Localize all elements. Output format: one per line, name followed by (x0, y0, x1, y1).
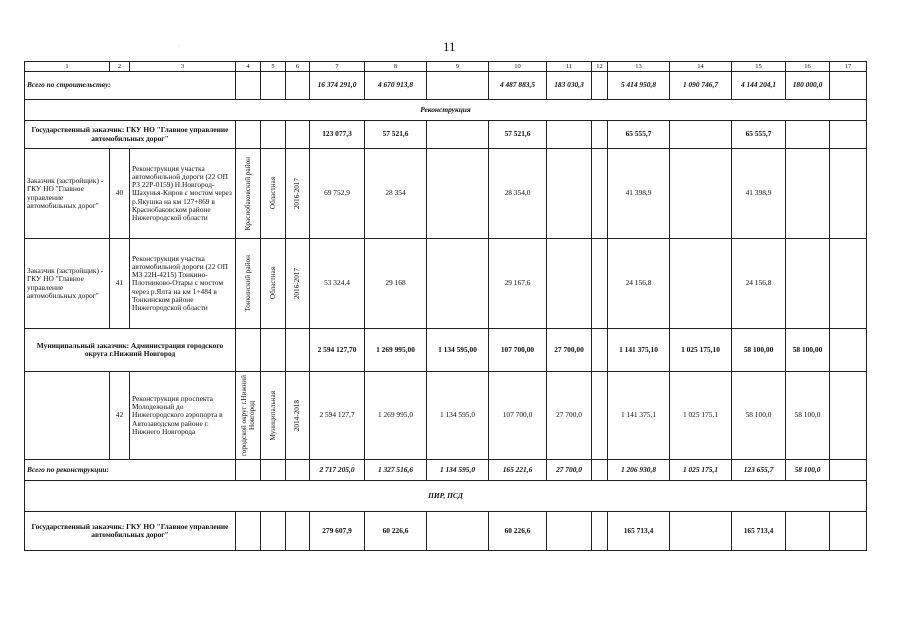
project-row (25, 372, 867, 460)
developer-cell: Заказчик (застройщик) - ГКУ НО "Главное управление автомобильных дорог" (25, 149, 110, 239)
customer-label: Государственный заказчик: ГКУ НО "Главное управление автомобильных дорог" (25, 121, 236, 149)
scan-speck: · (178, 44, 180, 50)
col-num: 11 (547, 62, 592, 72)
project-name: Реконструкция участка автомобильной дороги (22 ОП МЗ 22Н-4215) Тонкино-Плотниково-Отары с мостом через р.Ялта на км 1+484 в Тонкинском районе Нижегородской области (130, 239, 236, 329)
customer-label: Муниципальный заказчик: Администрация городского округа г.Нижний Новгород (25, 329, 236, 372)
cell-v15: 24 156,8 (732, 239, 786, 329)
cell-v13: 5 414 950,8 (608, 72, 670, 100)
cell-v13: 1 141 375,10 (608, 329, 670, 372)
page-number: 11 (443, 39, 456, 54)
cell-v11: 27 700,0 (547, 460, 592, 481)
project-name: Реконструкция участка автомобильной дороги (22 ОП РЗ 22Р-0159) Н.Новгород-Шахунья-Киров с мостом через р.Якушка на км 127+869 в Краснобаковском районе Нижегородской области (130, 149, 236, 239)
period-cell: 2014-2018 (293, 399, 302, 432)
col-num: 17 (830, 62, 867, 72)
cell-v11: 183 030,3 (547, 72, 592, 100)
cell-v14: 1 025 175,1 (670, 460, 732, 481)
project-name: Реконструкция проспекта Молодежный до Нижегородского аэропорта в Автозаводском районе г. Нижнего Новгорода (130, 372, 236, 460)
cell-v10: 4 487 883,5 (489, 72, 547, 100)
cell-v11: 27 700,0 (547, 372, 592, 460)
project-number: 41 (110, 239, 130, 329)
cell-v7: 69 752,9 (310, 149, 365, 239)
customer-row (25, 512, 867, 551)
col-num: 6 (286, 62, 310, 72)
total-label: Всего по строительству: (25, 72, 236, 100)
cell-v7: 279 607,9 (310, 512, 365, 551)
customer-row (25, 329, 867, 372)
project-row (25, 149, 867, 239)
section-title: Реконструкция (25, 100, 867, 121)
cell-v7: 2 594 127,7 (310, 372, 365, 460)
col-num: 1 (25, 62, 110, 72)
section-pir-row (25, 481, 867, 512)
cell-v15: 165 713,4 (732, 512, 786, 551)
customer-row (25, 121, 867, 149)
column-number-row (25, 62, 867, 72)
col-num: 15 (732, 62, 786, 72)
cell-v10: 60 226,6 (489, 512, 547, 551)
developer-cell: Заказчик (застройщик) - ГКУ НО "Главное управление автомобильных дорог" (25, 239, 110, 329)
cell-v16: 58 100,00 (786, 329, 830, 372)
customer-label: Государственный заказчик: ГКУ НО "Главное управление автомобильных дорог" (25, 512, 236, 551)
district-cell: Краснобаковский район (243, 156, 252, 231)
cell-v7: 53 324,4 (310, 239, 365, 329)
col-num: 4 (236, 62, 261, 72)
district-cell: Тонкинский район (243, 255, 252, 312)
cell-v16: 180 000,0 (786, 72, 830, 100)
cell-v13: 24 156,8 (608, 239, 670, 329)
cell-v15: 58 100,00 (732, 329, 786, 372)
cell-v14: 1 090 746,7 (670, 72, 732, 100)
cell-v10: 57 521,6 (489, 121, 547, 149)
cell-v13: 1 206 930,8 (608, 460, 670, 481)
cell-v13: 1 141 375,1 (608, 372, 670, 460)
total-reconstruction-row (25, 460, 867, 481)
period-cell: 2016-2017 (293, 267, 302, 300)
budget-table (24, 61, 867, 551)
cell-v15: 4 144 204,1 (732, 72, 786, 100)
cell-v16: 58 100,0 (786, 460, 830, 481)
cell-v8: 1 269 995,0 (365, 372, 427, 460)
col-num: 5 (261, 62, 286, 72)
cell-v8: 4 670 913,8 (365, 72, 427, 100)
project-number: 42 (110, 372, 130, 460)
cell-v10: 107 700,0 (489, 372, 547, 460)
total-construction-row (25, 72, 867, 100)
cell-v16: 58 100,0 (786, 372, 830, 460)
col-num: 14 (670, 62, 732, 72)
cell-v7: 123 077,3 (310, 121, 365, 149)
section-reconstruction-row (25, 100, 867, 121)
project-row (25, 239, 867, 329)
ownership-cell: Областная (268, 177, 277, 210)
district-cell: городской округ г.Нижний Новгород (239, 375, 256, 456)
cell-v8: 1 327 516,6 (365, 460, 427, 481)
cell-v14: 1 025 175,10 (670, 329, 732, 372)
period-cell: 2016-2017 (293, 177, 302, 210)
cell-v13: 165 713,4 (608, 512, 670, 551)
cell-v13: 41 398,9 (608, 149, 670, 239)
total-label: Всего по реконструкции: (25, 460, 236, 481)
cell-v7: 2 717 205,0 (310, 460, 365, 481)
section-title: ПИР, ПСД (25, 481, 867, 512)
cell-v8: 28 354 (365, 149, 427, 239)
cell-v9: 1 134 595,0 (427, 460, 489, 481)
cell-v15: 41 398,9 (732, 149, 786, 239)
cell-v8: 60 226,6 (365, 512, 427, 551)
cell-v7: 16 374 291,0 (310, 72, 365, 100)
cell-v14: 1 025 175,1 (670, 372, 732, 460)
ownership-cell: Областная (268, 267, 277, 300)
cell-v15: 123 655,7 (732, 460, 786, 481)
cell-v10: 107 700,00 (489, 329, 547, 372)
cell-v9: 1 134 595,00 (427, 329, 489, 372)
project-number: 40 (110, 149, 130, 239)
cell-v8: 1 269 995,00 (365, 329, 427, 372)
cell-v8: 29 168 (365, 239, 427, 329)
col-num: 3 (130, 62, 236, 72)
cell-v7: 2 594 127,70 (310, 329, 365, 372)
cell-v15: 58 100,0 (732, 372, 786, 460)
cell-v8: 57 521,6 (365, 121, 427, 149)
col-num: 2 (110, 62, 130, 72)
col-num: 7 (310, 62, 365, 72)
col-num: 16 (786, 62, 830, 72)
ownership-cell: Муниципальная (268, 390, 277, 441)
cell-v10: 28 354,0 (489, 149, 547, 239)
col-num: 8 (365, 62, 427, 72)
col-num: 13 (608, 62, 670, 72)
cell-v10: 165 221,6 (489, 460, 547, 481)
cell-v13: 65 555,7 (608, 121, 670, 149)
cell-v11: 27 700,00 (547, 329, 592, 372)
col-num: 10 (489, 62, 547, 72)
cell-v9: 1 134 595,0 (427, 372, 489, 460)
cell-v15: 65 555,7 (732, 121, 786, 149)
cell-v10: 29 167,6 (489, 239, 547, 329)
col-num: 12 (592, 62, 608, 72)
col-num: 9 (427, 62, 489, 72)
